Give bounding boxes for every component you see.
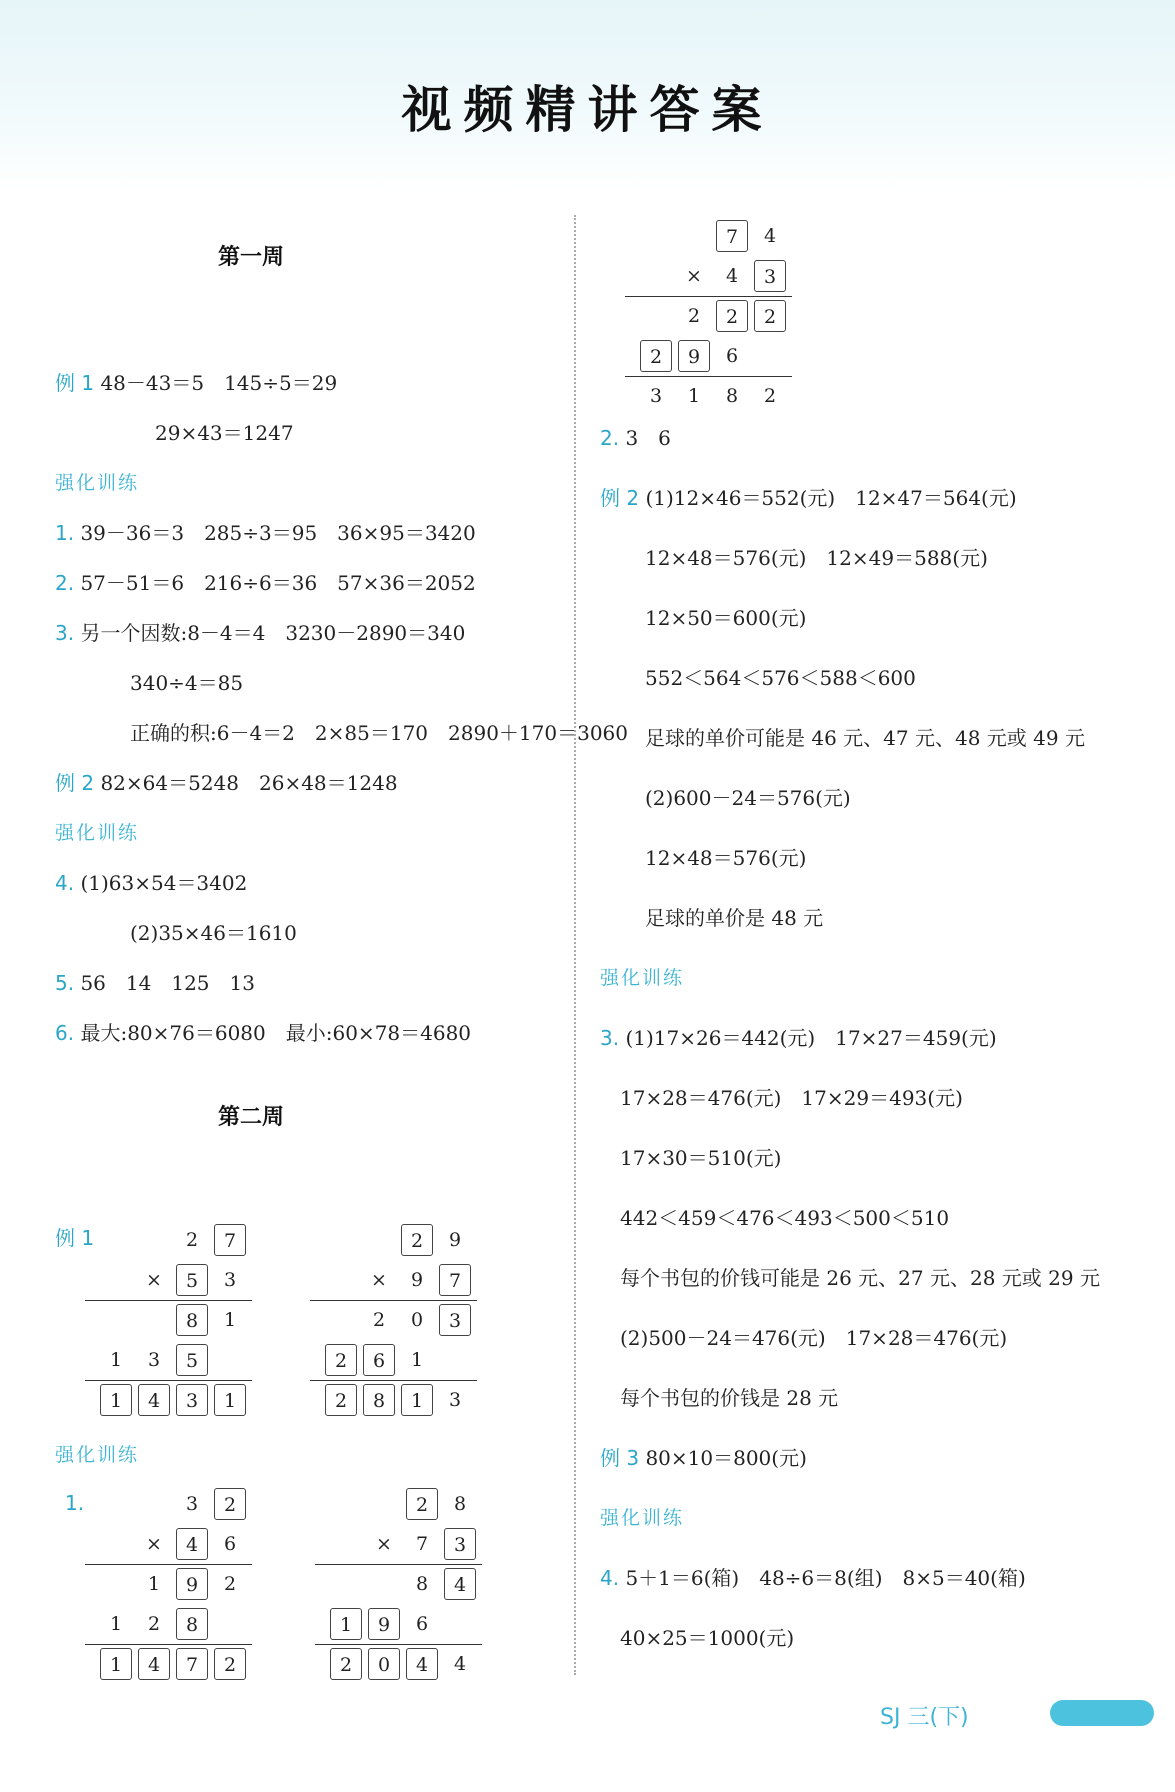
section-heading: 强化训练 [600, 1507, 685, 1529]
section-heading: 强化训练 [55, 1444, 140, 1466]
answer-tag: 例 3 [600, 1446, 640, 1470]
answer-line [600, 1565, 1026, 1591]
answer-line [645, 545, 988, 571]
boxed-digit: 8 [176, 1608, 208, 1640]
answer-line [55, 770, 398, 796]
boxed-digit: 7 [176, 1648, 208, 1680]
digit: × [686, 265, 702, 287]
answer-line [620, 1325, 1007, 1351]
example-1-tag: 例 1 [55, 1226, 95, 1250]
answer-text: 最大:80×76＝6080 最小:60×78＝4680 [74, 1021, 472, 1045]
multiplication-rule [625, 376, 792, 377]
boxed-digit: 8 [363, 1384, 395, 1416]
answer-line [55, 520, 476, 546]
multiplication-rule [85, 1644, 252, 1645]
multiplication-rule [310, 1300, 477, 1301]
answer-text: 340÷4＝85 [130, 671, 244, 695]
answer-line [620, 1145, 781, 1171]
page-title: 视频精讲答案 [401, 81, 774, 139]
digit: 3 [448, 1389, 462, 1411]
digit: 2 [223, 1573, 237, 1595]
answer-text: 442＜459＜476＜493＜500＜510 [620, 1206, 950, 1230]
answer-line [645, 905, 823, 931]
digit: 3 [649, 385, 663, 407]
answer-line [620, 1385, 838, 1411]
answer-line [55, 970, 255, 996]
answer-text: 足球的单价是 48 元 [645, 906, 824, 930]
section-heading: 强化训练 [55, 472, 140, 494]
answer-line [600, 1445, 807, 1471]
answer-text: 56 14 125 13 [74, 971, 255, 995]
digit: 1 [223, 1309, 237, 1331]
boxed-digit: 2 [214, 1648, 246, 1680]
digit: 1 [687, 385, 701, 407]
answer-tag: 例 1 [55, 371, 95, 395]
title-banner [0, 0, 1175, 190]
digit: 2 [147, 1613, 161, 1635]
answer-text: (1)63×54＝3402 [74, 871, 248, 895]
boxed-digit: 9 [368, 1608, 400, 1640]
boxed-digit: 2 [640, 340, 672, 372]
multiplication-rule [85, 1564, 252, 1565]
footer-label: SJ 三(下) [880, 1705, 969, 1730]
answer-line [130, 920, 297, 946]
answer-line [55, 1020, 471, 1046]
column-divider [574, 215, 576, 1675]
boxed-digit: 5 [176, 1264, 208, 1296]
boxed-digit: 5 [176, 1344, 208, 1376]
boxed-digit: 4 [176, 1528, 208, 1560]
answer-line [55, 570, 476, 596]
boxed-digit: 2 [325, 1344, 357, 1376]
answer-tag: 例 2 [600, 486, 640, 510]
digit: 1 [410, 1349, 424, 1371]
answer-text: 39－36＝3 285÷3＝95 36×95＝3420 [74, 521, 476, 545]
boxed-digit: 1 [330, 1608, 362, 1640]
answer-text: (2)35×46＝1610 [130, 921, 297, 945]
section-heading: 强化训练 [55, 822, 140, 844]
digit: 3 [147, 1349, 161, 1371]
answer-text: 57－51＝6 216÷6＝36 57×36＝2052 [74, 571, 476, 595]
answer-line [55, 870, 247, 896]
answer-text: 每个书包的价钱是 28 元 [620, 1386, 839, 1410]
boxed-digit: 2 [401, 1224, 433, 1256]
boxed-digit: 4 [444, 1568, 476, 1600]
week2-heading: 第二周 [218, 1105, 285, 1130]
digit: 1 [109, 1349, 123, 1371]
answer-line [130, 720, 628, 746]
multiplication-rule [85, 1300, 252, 1301]
answer-line [620, 1265, 1100, 1291]
answer-line [620, 1625, 794, 1651]
boxed-digit: 1 [214, 1384, 246, 1416]
digit: × [371, 1269, 387, 1291]
answer-line [155, 420, 294, 446]
answer-text: 40×25＝1000(元) [620, 1626, 795, 1650]
boxed-digit: 9 [678, 340, 710, 372]
answer-line [645, 845, 806, 871]
section-heading: 强化训练 [600, 967, 685, 989]
boxed-digit: 4 [138, 1384, 170, 1416]
answer-line [645, 665, 916, 691]
answer-tag: 4. [600, 1566, 620, 1590]
digit: 6 [725, 345, 739, 367]
answer-line [55, 370, 337, 396]
digit: 9 [410, 1269, 424, 1291]
boxed-digit: 4 [406, 1648, 438, 1680]
answer-text: 足球的单价可能是 46 元、47 元、48 元或 49 元 [645, 726, 1085, 750]
answer-text: 82×64＝5248 26×48＝1248 [94, 771, 398, 795]
answer-tag: 3. [55, 621, 75, 645]
footer-badge [1050, 1700, 1154, 1726]
boxed-digit: 3 [176, 1384, 208, 1416]
digit: 2 [687, 305, 701, 327]
boxed-digit: 1 [401, 1384, 433, 1416]
answer-tag: 2. [55, 571, 75, 595]
digit: 6 [223, 1533, 237, 1555]
answer-tag: 5. [55, 971, 75, 995]
answer-line [645, 725, 1085, 751]
boxed-digit: 4 [138, 1648, 170, 1680]
digit: × [376, 1533, 392, 1555]
digit: 3 [185, 1493, 199, 1515]
digit: 8 [453, 1493, 467, 1515]
boxed-digit: 8 [176, 1304, 208, 1336]
answer-text: 552＜564＜576＜588＜600 [645, 666, 916, 690]
digit: 7 [415, 1533, 429, 1555]
multiplication-rule [315, 1644, 482, 1645]
boxed-digit: 2 [214, 1488, 246, 1520]
answer-tag: 6. [55, 1021, 75, 1045]
answer-text: 12×48＝576(元) 12×49＝588(元) [645, 546, 988, 570]
answer-tag: 例 2 [55, 771, 95, 795]
digit: 8 [725, 385, 739, 407]
answer-text: 12×50＝600(元) [645, 606, 807, 630]
multiplication-rule [85, 1380, 252, 1381]
digit: 1 [147, 1573, 161, 1595]
boxed-digit: 7 [214, 1224, 246, 1256]
answer-text: 另一个因数:8－4＝4 3230－2890＝340 [74, 621, 466, 645]
digit: 8 [415, 1573, 429, 1595]
answer-line [645, 785, 851, 811]
boxed-digit: 7 [716, 220, 748, 252]
digit: 3 [223, 1269, 237, 1291]
answer-line [600, 485, 1017, 511]
boxed-digit: 2 [716, 300, 748, 332]
boxed-digit: 2 [754, 300, 786, 332]
boxed-digit: 2 [325, 1384, 357, 1416]
boxed-digit: 6 [363, 1344, 395, 1376]
answer-line [600, 1025, 997, 1051]
boxed-digit: 2 [406, 1488, 438, 1520]
multiplication-rule [625, 296, 792, 297]
question-1-tag: 1. [65, 1491, 85, 1515]
answer-text: (1)12×46＝552(元) 12×47＝564(元) [639, 486, 1017, 510]
boxed-digit: 1 [100, 1648, 132, 1680]
multiplication-rule [315, 1564, 482, 1565]
week1-heading: 第一周 [218, 245, 285, 270]
boxed-digit: 1 [100, 1384, 132, 1416]
answer-line [600, 425, 671, 451]
digit: 2 [185, 1229, 199, 1251]
digit: 0 [410, 1309, 424, 1331]
digit: 4 [453, 1653, 467, 1675]
digit: 9 [448, 1229, 462, 1251]
answer-tag: 1. [55, 521, 75, 545]
answer-text: (2)500－24＝476(元) 17×28＝476(元) [620, 1326, 1008, 1350]
answer-text: 29×43＝1247 [155, 421, 294, 445]
answer-tag: 2. [600, 426, 620, 450]
answer-text: (2)600－24＝576(元) [645, 786, 851, 810]
boxed-digit: 2 [330, 1648, 362, 1680]
boxed-digit: 7 [439, 1264, 471, 1296]
boxed-digit: 3 [439, 1304, 471, 1336]
digit: 1 [109, 1613, 123, 1635]
answer-text: 80×10＝800(元) [639, 1446, 807, 1470]
boxed-digit: 0 [368, 1648, 400, 1680]
digit: 2 [372, 1309, 386, 1331]
answer-line [620, 1205, 949, 1231]
answer-line [55, 620, 465, 646]
answer-line [130, 670, 243, 696]
digit: × [146, 1269, 162, 1291]
answer-text: 48－43＝5 145÷5＝29 [94, 371, 338, 395]
digit: 4 [763, 225, 777, 247]
digit: 2 [763, 385, 777, 407]
answer-text: 17×30＝510(元) [620, 1146, 782, 1170]
answer-tag: 3. [600, 1026, 620, 1050]
answer-tag: 4. [55, 871, 75, 895]
answer-line [645, 605, 806, 631]
boxed-digit: 9 [176, 1568, 208, 1600]
answer-text: 每个书包的价钱可能是 26 元、27 元、28 元或 29 元 [620, 1266, 1100, 1290]
boxed-digit: 3 [754, 260, 786, 292]
answer-text: (1)17×26＝442(元) 17×27＝459(元) [619, 1026, 997, 1050]
answer-text: 5＋1＝6(箱) 48÷6＝8(组) 8×5＝40(箱) [619, 1566, 1026, 1590]
answer-text: 3 6 [619, 426, 671, 450]
digit: 4 [725, 265, 739, 287]
answer-text: 正确的积:6－4＝2 2×85＝170 2890＋170＝3060 [130, 721, 628, 745]
answer-text: 17×28＝476(元) 17×29＝493(元) [620, 1086, 963, 1110]
multiplication-rule [310, 1380, 477, 1381]
boxed-digit: 3 [444, 1528, 476, 1560]
digit: × [146, 1533, 162, 1555]
digit: 6 [415, 1613, 429, 1635]
answer-line [620, 1085, 963, 1111]
answer-text: 12×48＝576(元) [645, 846, 807, 870]
